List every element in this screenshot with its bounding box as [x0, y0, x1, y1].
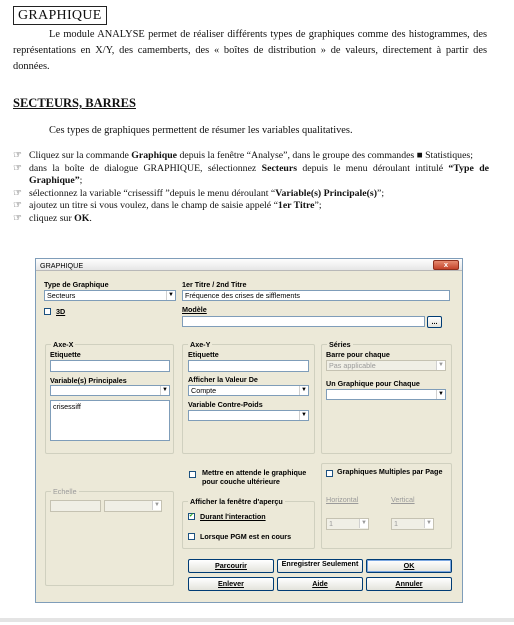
variables-list[interactable]: [50, 400, 170, 441]
ok-button[interactable]: OK: [366, 559, 452, 573]
close-button[interactable]: x: [433, 260, 459, 270]
chevron-down-icon: ▼: [436, 361, 445, 370]
type-graphique-label: Type de Graphique: [44, 280, 109, 289]
axe-y-title: Axe-Y: [190, 340, 211, 349]
graphique-dialog: [35, 258, 463, 603]
pointing-hand-icon: ☞: [13, 162, 22, 174]
chevron-down-icon: ▼: [299, 386, 308, 395]
chevron-down-icon: ▼: [166, 291, 175, 300]
instruction-item: ☞ dans la boîte de dialogue GRAPHIQUE, sélectionnez Secteurs depuis le menu déroulant intitulé “Type de Graphique”;: [13, 162, 489, 186]
chevron-down-icon: ▼: [299, 411, 308, 420]
lorsque-pgm-checkbox[interactable]: [188, 533, 195, 540]
type-graphique-select[interactable]: Secteurs ▼: [44, 290, 176, 301]
chevron-down-icon: ▼: [152, 501, 161, 510]
titre-label: 1er Titre / 2nd Titre: [182, 280, 247, 289]
echelle-title: Echelle: [53, 487, 77, 496]
modele-input[interactable]: [182, 316, 425, 327]
contre-poids-label: Variable Contre-Poids: [188, 400, 263, 409]
instruction-item: ☞ cliquez sur OK.: [13, 212, 92, 224]
chevron-down-icon: ▼: [359, 519, 368, 528]
un-graphique-select[interactable]: [326, 389, 446, 400]
chevron-down-icon: ▼: [436, 390, 445, 399]
chevron-down-icon: ▼: [160, 386, 169, 395]
apercu-group: [182, 497, 315, 549]
axe-y-etiquette-input[interactable]: [188, 360, 309, 372]
modele-label: Modèle: [182, 305, 207, 314]
pointing-hand-icon: ☞: [13, 212, 22, 224]
horizontal-label: Horizontal: [326, 495, 359, 504]
axe-x-title: Axe-X: [53, 340, 74, 349]
horizontal-select[interactable]: 1 ▼: [326, 518, 369, 530]
titre-input[interactable]: Fréquence des crises de sifflements: [182, 290, 450, 301]
durant-interaction-label: Durant l'interaction: [200, 512, 266, 521]
axe-x-etiquette-input[interactable]: [50, 360, 170, 372]
barre-pour-chaque-select[interactable]: Pas applicable ▼: [326, 360, 446, 371]
lorsque-pgm-label: Lorsque PGM est en cours: [200, 532, 292, 541]
afficher-valeur-label: Afficher la Valeur De: [188, 375, 258, 384]
browse-button[interactable]: ...: [427, 316, 442, 328]
chevron-down-icon: ▼: [424, 519, 433, 528]
contre-poids-select[interactable]: [188, 410, 309, 421]
apercu-title: Afficher la fenêtre d'aperçu: [190, 497, 283, 506]
parcourir-button[interactable]: Parcourir: [188, 559, 274, 573]
un-graphique-label: Un Graphique pour Chaque: [326, 379, 420, 388]
axe-x-etiquette-label: Etiquette: [50, 350, 81, 359]
axe-y-etiquette-label: Etiquette: [188, 350, 219, 359]
graphiques-multiples-label: Graphiques Multiples par Page: [337, 467, 443, 476]
list-item[interactable]: crisessiff: [53, 402, 81, 411]
graphiques-multiples-checkbox[interactable]: [326, 470, 333, 477]
enlever-button[interactable]: Enlever: [188, 577, 274, 591]
page-bottom-rule: [0, 618, 514, 622]
intro-paragraph: Le module ANALYSE permet de réaliser différents types de graphiques comme des histogrammes, des représentations en X/Y, des camemberts, des « boîtes de distribution » de valeurs, directement à partir des données.: [13, 29, 487, 72]
variables-principales-select[interactable]: [50, 385, 170, 396]
aide-button[interactable]: Aide: [277, 577, 363, 591]
annuler-button[interactable]: Annuler: [366, 577, 452, 591]
pointing-hand-icon: ☞: [13, 187, 22, 199]
vertical-select[interactable]: 1 ▼: [391, 518, 434, 530]
mettre-attente-checkbox[interactable]: [189, 471, 196, 478]
checkbox-3d-label: 3D: [56, 307, 66, 316]
instruction-list: [13, 150, 489, 225]
echelle-select[interactable]: [104, 500, 162, 512]
instruction-item: ☞ ajoutez un titre si vous voulez, dans le champ de saisie appelé “1er Titre”;: [13, 200, 322, 211]
section-intro-paragraph: Ces types de graphiques permettent de résumer les variables qualitatives.: [49, 125, 353, 136]
section-title: SECTEURS, BARRES: [13, 96, 136, 110]
pointing-hand-icon: ☞: [13, 150, 22, 161]
mettre-attente-label: Mettre en attende le graphique pour couche ultérieure: [202, 468, 307, 486]
dialog-titlebar: [36, 259, 462, 271]
series-title: Séries: [329, 340, 351, 349]
pointing-hand-icon: ☞: [13, 200, 22, 211]
checkbox-3d[interactable]: [44, 308, 51, 315]
variables-principales-label: Variable(s) Principales: [50, 376, 127, 385]
instruction-item: ☞ Cliquez sur la commande Graphique depuis la fenêtre “Analyse”, dans le groupe des commandes ■ Statistiques;: [13, 150, 473, 161]
afficher-valeur-select[interactable]: Compte ▼: [188, 385, 309, 396]
document-title: GRAPHIQUE: [13, 6, 107, 25]
durant-interaction-checkbox[interactable]: ✔: [189, 513, 195, 519]
instruction-item: ☞ sélectionnez la variable “crisessiff ”depuis le menu déroulant “Variable(s) Principale(s)”;: [13, 187, 385, 199]
vertical-label: Vertical: [391, 495, 415, 504]
barre-pour-chaque-label: Barre pour chaque: [326, 350, 390, 359]
dialog-title: GRAPHIQUE: [40, 261, 84, 270]
enregistrer-seulement-button[interactable]: Enregistrer Seulement: [277, 559, 363, 573]
echelle-min-input[interactable]: [50, 500, 101, 512]
